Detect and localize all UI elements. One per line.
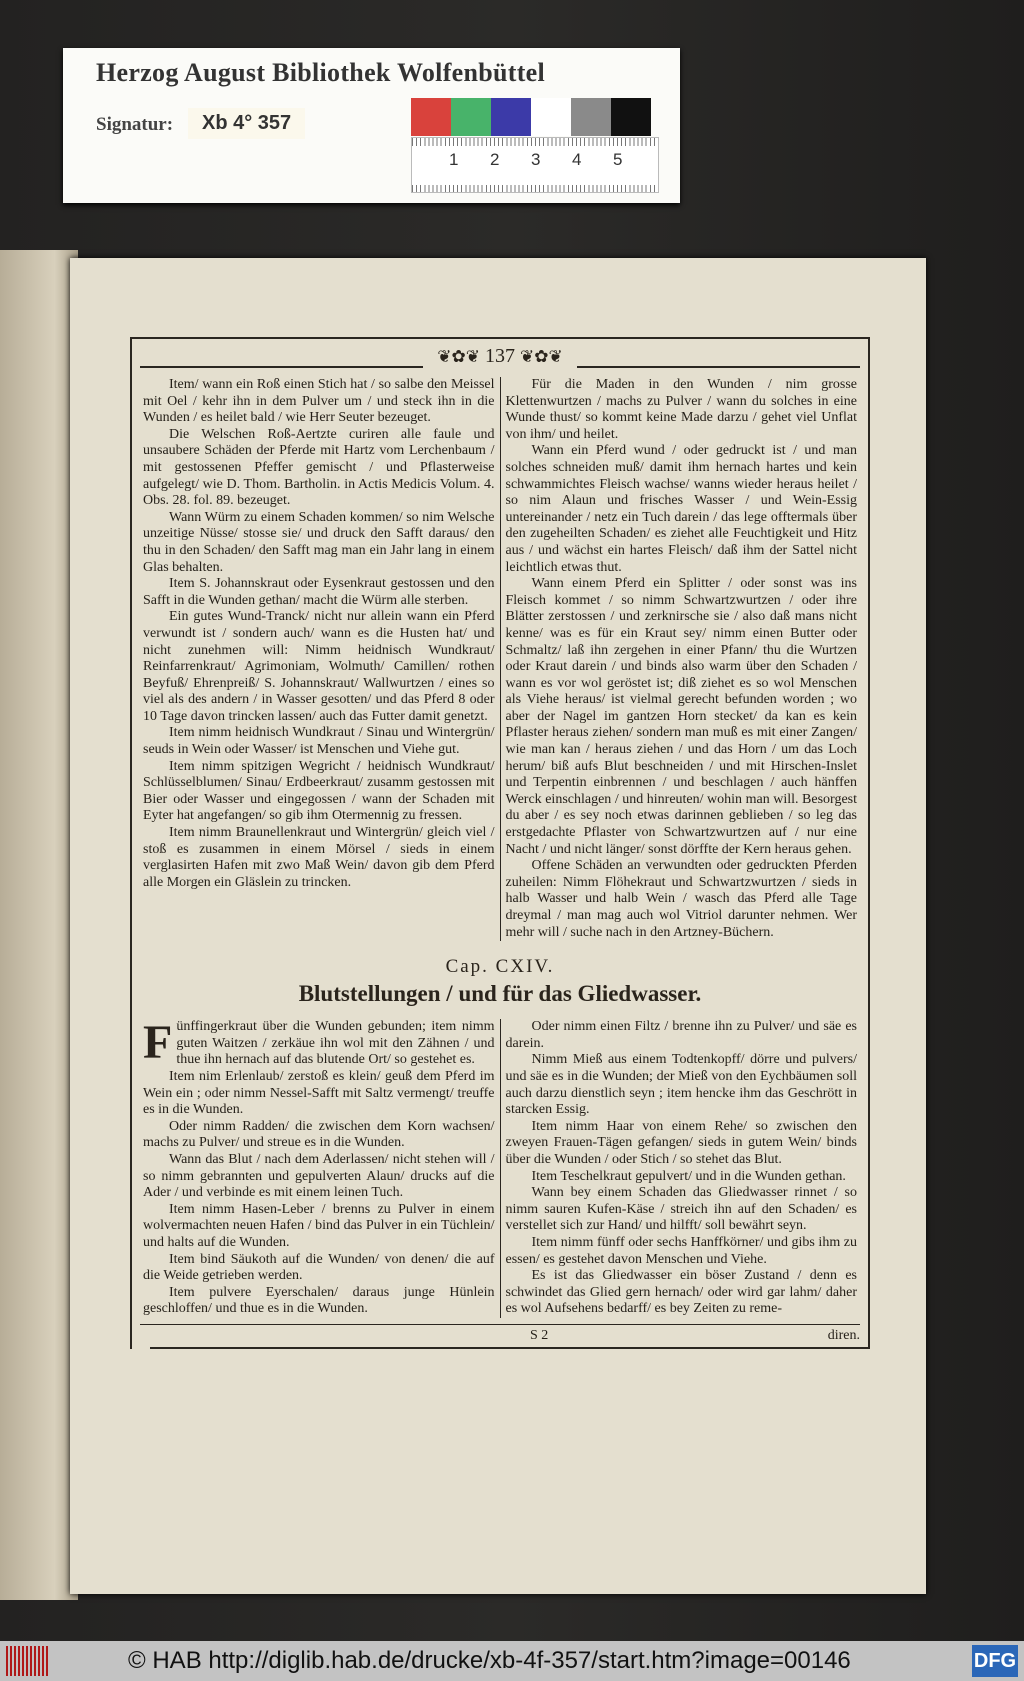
paragraph: Wann das Blut / nach dem Aderlassen/ nicht stehen will / so nimm gebrannten und gepulverten Alaun/ drucks auf die Ader / und verbinde es mit einem leinen Tuch. — [143, 1151, 495, 1201]
page-number: 137 — [485, 344, 515, 367]
signature-mark: S 2 — [530, 1327, 549, 1343]
paragraph — [143, 1016, 495, 1070]
left-column-top — [138, 377, 500, 941]
paragraph: Item Teschelkraut gepulvert/ und in die Wunden gethan. — [531, 1168, 846, 1184]
copyright-url[interactable]: © HAB http://diglib.hab.de/drucke/xb-4f-357/start.htm?image=00146 — [128, 1647, 851, 1674]
signatur-label: Signatur: — [96, 114, 174, 135]
paragraph: Item S. Johannskraut oder Eysenkraut gestossen und den Safft in die Wunden gethan/ macht die Würm alle sterben. — [143, 576, 495, 608]
paragraph: Item nimm Hasen-Leber / brenns zu Pulver in einem wolvermachten neuen Hafen / bind das Pulver in ein Tüchlein/ und halts auf die Wunden. — [143, 1201, 495, 1250]
catchword: diren. — [827, 1327, 860, 1343]
columns-bottom — [132, 1015, 868, 1318]
scale-ruler — [411, 137, 659, 193]
swatch-gray — [571, 98, 611, 136]
paragraph-text: ünffingerkraut über die Wunden gebunden; item nimm guten Waitzen / zerkäue ihn wol mit den Zähnen / und thue ihn hernach auf das blutende Ort/ so gestehet es. — [176, 1019, 495, 1068]
running-head — [423, 345, 576, 368]
ornament-right: ❦✿❦ — [520, 346, 563, 366]
paragraph: Item/ wann ein Roß einen Stich hat / so salbe den Meissel mit Oel / kehr ihn in dem Pulver um / und steck ihn in die Wunden / es heilet bald / wie Herr Seuter bezeuget. — [143, 377, 495, 426]
header-rule-right — [577, 366, 860, 368]
paragraph: Für die Maden in den Wunden / nim grosse Klettenwurtzen / machs zu Pulver / wann du solches in eine Wunde thust/ so kommt keine Made darzu / gehet viel Unflat von ihm/ und heilet. — [505, 377, 857, 442]
paragraph: Ein gutes Wund-Tranck/ nicht nur allein wann ein Pferd verwundt ist / sondern auch/ wann es die Husten hat/ und nicht zunehmen will: Nimm heidnisch Wundkraut/ Reinfarrenkraut/ Agrimoniam, Wolmuth/ Camillen/ rothen Beyfuß/ Ehrenpreiß/ S. Johannskraut/ Wallwurtzen / eines so viel als des andern / in Wasser gesotten/ und das Pferd 8 oder 10 Tage davon trincken lassen/ auch das Futter damit genetzt. — [143, 609, 495, 724]
swatch-red — [411, 98, 451, 136]
copyright-bar — [0, 1641, 1024, 1681]
color-calibration-swatches — [411, 98, 651, 136]
swatch-black — [611, 98, 651, 136]
ruler-number: 2 — [490, 150, 500, 169]
paragraph: Nimm Mieß aus einem Todtenkopff/ dörre und pulvers/ und säe es in die Wunden; der Mieß von den Eychbäumen soll auch darzu dienstlich seyn ; item hencke ihm das Geschrött in starcken Essig. — [505, 1052, 857, 1118]
drop-cap: F — [143, 1016, 173, 1070]
paragraph: Item nimm Braunellenkraut und Wintergrün/ gleich viel / stoß es zusammen in einem Mörsel / sieds in einem verglasirten Hafen mit zwo Maß Wein/ davon gib dem Pferd alle Morgen ein Gläslein zu trincken. — [143, 825, 495, 890]
chapter-title: Blutstellungen / und für das Gliedwasser. — [298, 981, 702, 1007]
ruler-number: 1 — [449, 150, 459, 169]
running-head-row — [132, 339, 868, 373]
paragraph: Offene Schäden an verwundten oder gedruckten Pferden zuheilen: Nimm Flöhekraut und Schwartzwurtzen / sieds in halb Wasser und halb Wein / wasch das Pferd alle Tage dreymal / man mag auch wol Vitriol darunter nehmen. Wer mehr will / suche nach in den Artzney-Büchern. — [505, 858, 857, 940]
columns-top — [132, 373, 868, 941]
ruler-ticks — [412, 185, 658, 192]
paragraph: Die Welschen Roß-Aertzte curiren alle faule und unsaubere Schäden der Pferde mit Hartz vom Lerchenbaum / mit gestossenen Pfeffer gemischt / und Pflasterweise aufgelegt/ wie D. Thom. Bartholin. in Actis Medicis Volum. 4. Obs. 28. fol. 89. bezeuget. — [143, 426, 495, 509]
library-reference-card — [63, 48, 680, 203]
text-frame — [130, 337, 870, 1349]
paragraph: Oder nimm Radden/ die zwischen dem Korn wachsen/ machs zu Pulver/ und streue es in die Wunden. — [143, 1118, 495, 1151]
paragraph: Es ist das Gliedwasser ein böser Zustand / denn es schwindet das Glied gern hernach/ oder wird gar lahm/ daher es wol Aufsehens bedarff/ es bey Zeiten zu reme- — [505, 1268, 857, 1317]
swatch-white — [531, 98, 571, 136]
swatch-blue — [491, 98, 531, 136]
dfg-logo: DFG — [972, 1645, 1018, 1677]
paragraph: Item bind Säukoth auf die Wunden/ von denen/ die auf die Weide getrieben werden. — [143, 1251, 495, 1284]
paragraph: Item pulvere Eyerschalen/ daraus junge Hünlein geschloffen/ und thue es in die Wunden. — [143, 1284, 495, 1317]
hab-logo-icon — [6, 1646, 48, 1676]
paragraph: Item nim Erlenlaub/ zerstoß es klein/ geuß dem Pferd im Wein ein ; oder nimm Nessel-Safft mit Saltz vermengt/ treuffe es in die Wunden. — [143, 1068, 495, 1118]
ruler-number: 4 — [572, 150, 582, 169]
paragraph: Wann Würm zu einem Schaden kommen/ so nim Welsche unzeitige Nüsse/ stosse sie/ und druck den Safft daraus/ den thu in den Schaden/ den Safft mag man ein Jahr lang in einem Glas behalten. — [143, 509, 495, 575]
paragraph: Item nimm fünff oder sechs Hanffkörner/ und gibs ihm zu essen/ es gestehet davon Menschen und Viehe. — [505, 1234, 857, 1267]
library-name: Herzog August Bibliothek Wolfenbüttel — [96, 58, 546, 87]
chapter-number: Cap. CXIV. — [445, 956, 555, 978]
paragraph: Item nimm Haar von einem Rehe/ so zwischen den zweyen Frauen-Tägen gefangen/ sieds in gutem Wein/ binds über die Wunden / oder Stich / so stehet das Blut. — [505, 1118, 857, 1167]
paragraph: Item nimm spitzigen Wegricht / heidnisch Wundkraut/ Schlüsselblumen/ Sinau/ Erdbeerkraut/ zusamm gestossen mit Bier oder Wasser und eingegossen / wann der Schaden mit Eyter hat angefangen/ so gib ihm Otermennig zu fressen. — [143, 758, 495, 824]
facing-page-edge — [0, 250, 78, 1600]
swatch-green — [451, 98, 491, 136]
ornament-left: ❦✿❦ — [437, 346, 480, 366]
paragraph: Wann ein Pferd wund / oder gedruckt ist / und man solches schneiden muß/ damit ihm hernach hartes und kein schwammichtes Fleisch wachse/ wanns wieder heraus heilet / so nim Alaun und frisches Wasser / und Wein-Essig untereinander / netz ein Tuch darein / das lege offtermals über den zugeheilten Schaden/ es ziehet alle Feuchtigkeit und Hitz aus / und wächst ein hartes Fleisch/ daß ihm der Sattel nicht leichtlich etwas thut. — [505, 443, 857, 575]
paragraph: Oder nimm einen Filtz / brenne ihn zu Pulver/ und säe es darein. — [505, 1019, 857, 1051]
paragraph: Wann einem Pferd ein Splitter / oder sonst was ins Fleisch kommet / so nimm Schwartzwurtzen / oder ihre Blätter zerstossen / und zerknirsche sie / also daß mans nicht kenne/ was es für ein Kraut sey/ nimm einen Butter oder Schmaltz/ laß ihn zergehen in einer Pfann/ thu die Wurtzen oder Kraut darein / und binds also warm über den Schaden / wann es vor wol geröstet ist; diß ziehet es so wol Menschen als Viehe heraus/ ist vielmal gerecht befunden worden ; wo aber der Nagel im gantzen Horn stecket/ da kan es kein Pflaster heraus ziehen/ sondern man muß es mit einer Zangen/ wie man kan / heraus ziehen / und das Horn / um das Loch herum/ biß aufs Blut beschneiden / und mit Hirschen-Inslet und Terpentin einbrennen / und beschlagen / auch hänffen Werck einschlagen / und hinreuten/ wohin man will. Besorgest du aber / es sey noch etwas darinnen geblieben / so leg das erstgedachte Pflaster von Schwartzwurtzen auf / nur eine Nacht / und nicht länger/ sonst dörffte der Kern heraus gehen. — [505, 576, 857, 857]
right-column-bottom — [500, 1019, 863, 1318]
left-column-bottom — [138, 1016, 500, 1318]
paragraph: Item nimm heidnisch Wundkraut / Sinau und Wintergrün/ seuds in Wein oder Wasser/ ist Menschen und Viehe gut. — [143, 725, 495, 758]
bottom-rule — [150, 1347, 868, 1349]
paragraph: Wann bey einem Schaden das Gliedwasser rinnet / so nimm sauren Kufen-Käse / streich ihn auf den Schaden/ es verstellet sich zur Hand/ und hilfft/ soll bewährt seyn. — [505, 1185, 857, 1234]
footer-row — [132, 1325, 868, 1347]
ruler-number: 5 — [613, 150, 623, 169]
header-rule-left — [140, 366, 423, 368]
ruler-number: 3 — [531, 150, 541, 169]
right-column-top — [500, 377, 863, 941]
signatur-value: Xb 4° 357 — [188, 108, 305, 139]
